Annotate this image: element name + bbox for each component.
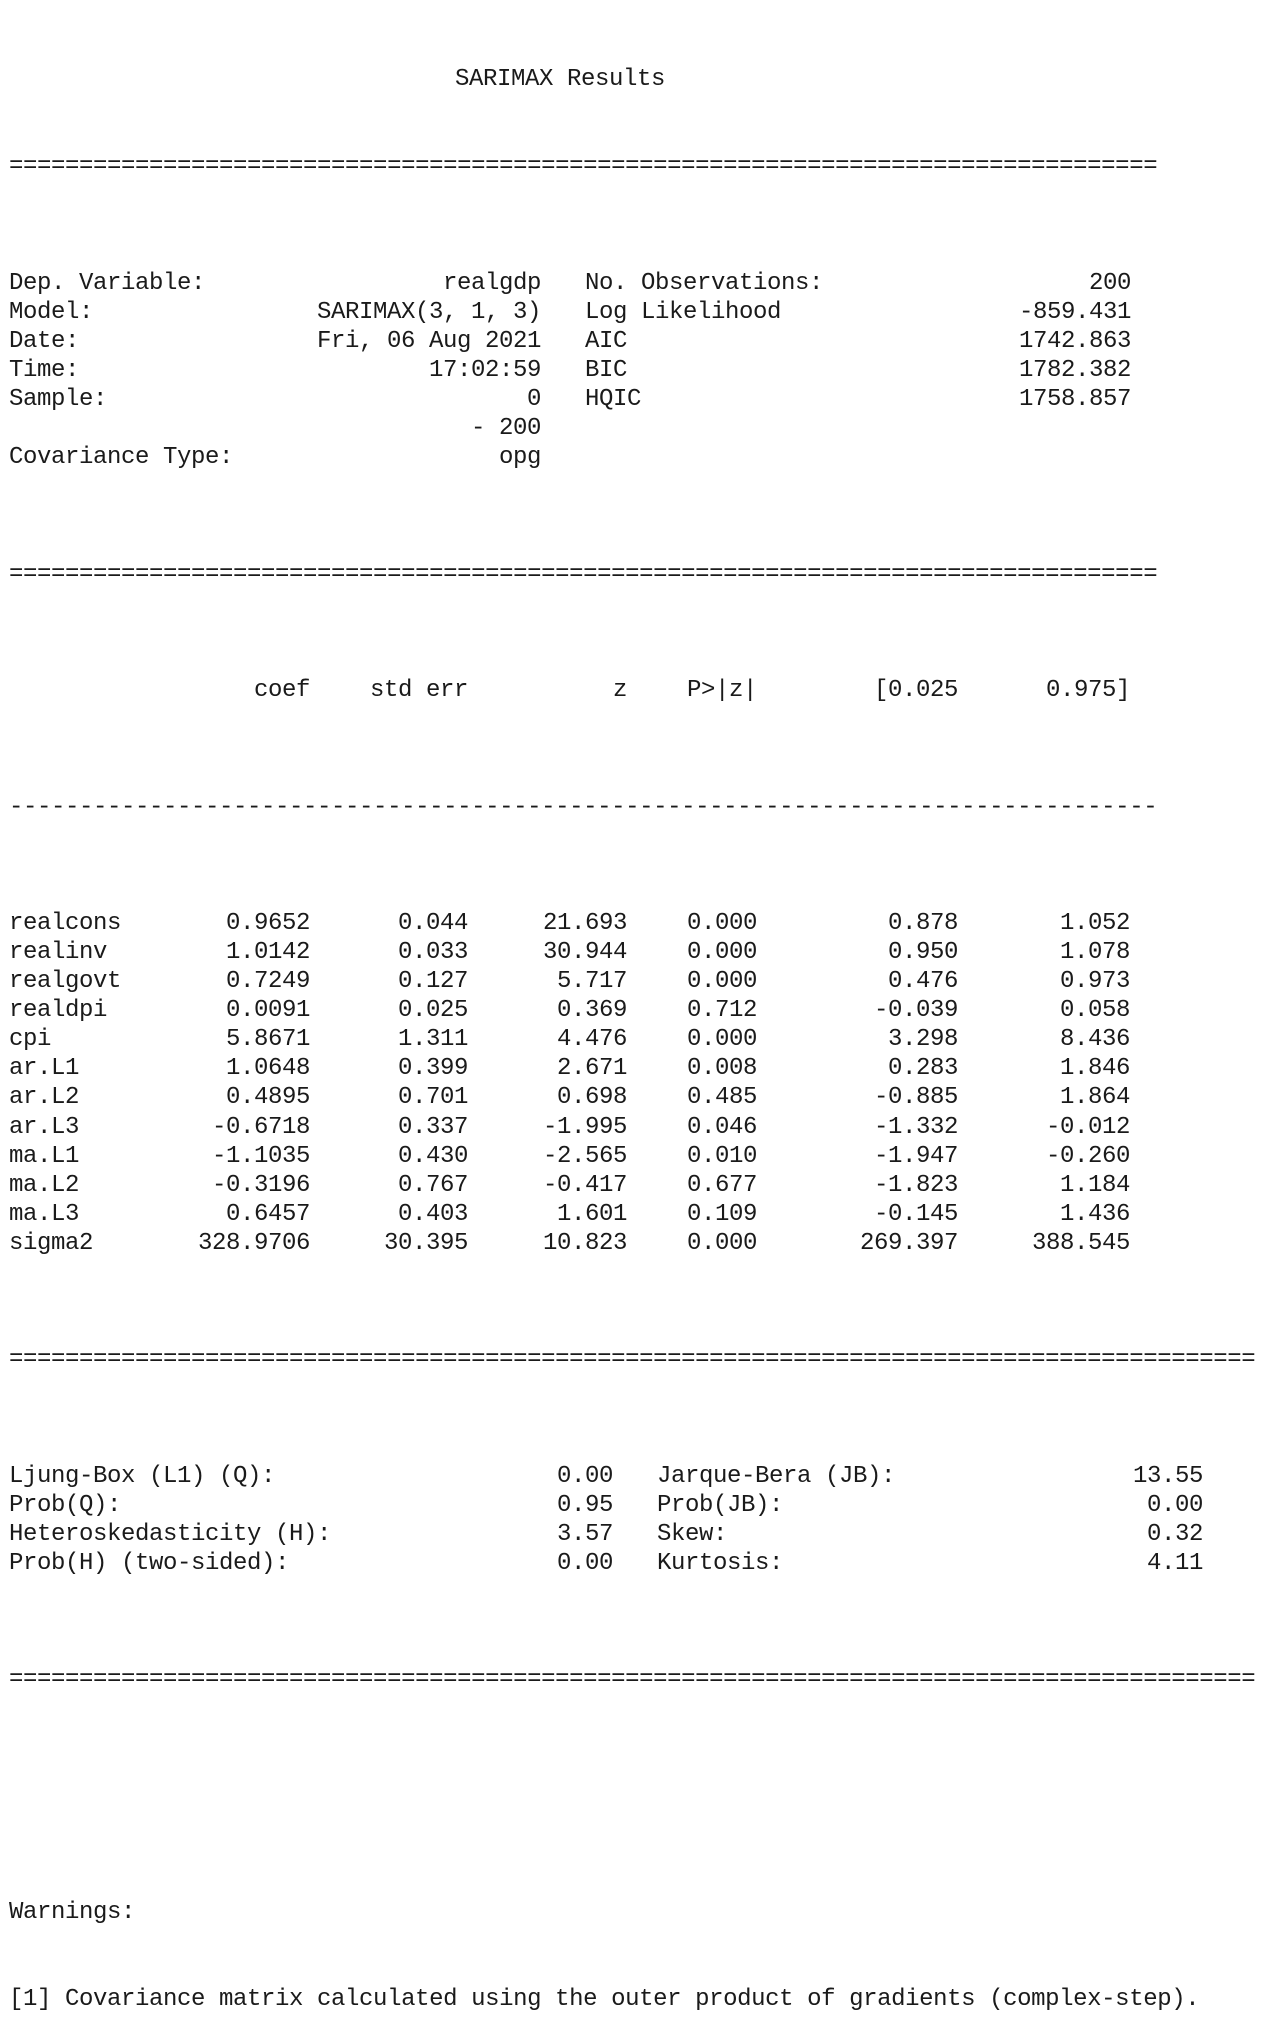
- warnings-list: [9, 1985, 1255, 2014]
- coef-value: -0.3196: [211, 1171, 310, 1199]
- coef-value: -1.995: [542, 1113, 627, 1141]
- coef-value: -0.885: [873, 1084, 958, 1112]
- coef-table-row: [9, 1171, 1255, 1200]
- coef-table-row: [9, 1142, 1255, 1171]
- coef-value: 3.298: [887, 1026, 958, 1054]
- summary-right-value: 1758.857: [1018, 386, 1131, 414]
- report-title: SARIMAX Results: [455, 66, 666, 94]
- coef-value: 0.000: [686, 1229, 757, 1257]
- diagnostics-right-label: Skew:: [657, 1520, 728, 1548]
- coef-value: 0.973: [1059, 968, 1130, 996]
- summary-left-label: Model:: [9, 298, 94, 326]
- coef-value: 10.823: [542, 1229, 627, 1257]
- coef-value: 0.127: [397, 968, 468, 996]
- coef-value: 0.7249: [225, 968, 310, 996]
- coef-value: 0.403: [397, 1200, 468, 1228]
- coef-value: 1.864: [1059, 1084, 1130, 1112]
- summary-left-value: SARIMAX(3, 1, 3): [316, 298, 541, 326]
- coef-table-header: [9, 676, 1255, 705]
- coef-value: 0.399: [397, 1055, 468, 1083]
- coef-table-row: [9, 1200, 1255, 1229]
- coef-value: 21.693: [542, 909, 627, 937]
- summary-right-label: AIC: [585, 328, 628, 356]
- coef-table-row: [9, 967, 1255, 996]
- coef-value: 1.846: [1059, 1055, 1130, 1083]
- rule-dashed: ----------------------------------------------------------------------------------: [9, 793, 1158, 821]
- summary-row: [9, 327, 1255, 356]
- coef-param-name: ar.L2: [9, 1084, 80, 1112]
- coef-param-name: cpi: [9, 1026, 52, 1054]
- summary-row: [9, 298, 1255, 327]
- coef-value: -0.260: [1045, 1142, 1130, 1170]
- coef-value: -1.823: [873, 1171, 958, 1199]
- coef-header-cell: [0.025: [873, 677, 958, 705]
- diagnostics-right-value: 0.00: [1146, 1491, 1203, 1519]
- coef-value: 388.545: [1031, 1229, 1130, 1257]
- rule-double: ==================================================================================: [9, 560, 1158, 588]
- coef-param-name: ar.L3: [9, 1113, 80, 1141]
- coef-header-cell: P>|z|: [686, 677, 757, 705]
- diagnostics-row: [9, 1462, 1255, 1491]
- coef-value: 0.337: [397, 1113, 468, 1141]
- summary-left-label: Covariance Type:: [9, 444, 234, 472]
- coef-value: -1.947: [873, 1142, 958, 1170]
- coef-value: 0.283: [887, 1055, 958, 1083]
- rule-double: =========================================================================================: [9, 1346, 1256, 1374]
- summary-right-value: 1782.382: [1018, 357, 1131, 385]
- summary-left-label: Time:: [9, 357, 80, 385]
- coef-param-name: ma.L3: [9, 1200, 80, 1228]
- coef-param-name: ar.L1: [9, 1055, 80, 1083]
- coef-value: 0.430: [397, 1142, 468, 1170]
- coef-table-row: [9, 1054, 1255, 1083]
- coef-value: 0.000: [686, 968, 757, 996]
- summary-right-value: -859.431: [1018, 298, 1131, 326]
- diagnostics-left-label: Prob(Q):: [9, 1491, 122, 1519]
- coef-value: 0.485: [686, 1084, 757, 1112]
- summary-right-value: 200: [1088, 269, 1131, 297]
- summary-right-label: BIC: [585, 357, 628, 385]
- diagnostics-right-label: Prob(JB):: [657, 1491, 784, 1519]
- diagnostics-row: [9, 1549, 1255, 1578]
- coef-value: 1.052: [1059, 909, 1130, 937]
- summary-left-value: opg: [498, 444, 541, 472]
- coef-value: -0.6718: [211, 1113, 310, 1141]
- coef-value: 0.476: [887, 968, 958, 996]
- coef-value: 0.046: [686, 1113, 757, 1141]
- coef-value: 0.0091: [225, 997, 310, 1025]
- summary-left-label: Dep. Variable:: [9, 269, 206, 297]
- coef-table-row: [9, 909, 1255, 938]
- rule-double: =========================================================================================: [9, 1666, 1256, 1694]
- summary-right-label: No. Observations:: [585, 269, 824, 297]
- coef-param-name: realdpi: [9, 997, 108, 1025]
- coef-value: 0.9652: [225, 909, 310, 937]
- report-title-line: [9, 65, 1255, 94]
- coef-table-row: [9, 1083, 1255, 1112]
- summary-row: [9, 269, 1255, 298]
- coef-param-name: sigma2: [9, 1229, 94, 1257]
- blank-line: [9, 1782, 1255, 1811]
- coef-value: 0.058: [1059, 997, 1130, 1025]
- coef-value: 1.601: [556, 1200, 627, 1228]
- coef-value: 328.9706: [197, 1229, 310, 1257]
- coef-value: 0.000: [686, 1026, 757, 1054]
- coef-table-row: [9, 996, 1255, 1025]
- coef-table-row: [9, 1113, 1255, 1142]
- coef-param-name: ma.L2: [9, 1171, 80, 1199]
- coef-value: 1.436: [1059, 1200, 1130, 1228]
- coef-value: -1.1035: [211, 1142, 310, 1170]
- coef-param-name: realgovt: [9, 968, 122, 996]
- coef-value: -0.417: [542, 1171, 627, 1199]
- coef-value: 0.698: [556, 1084, 627, 1112]
- coef-header-cell: std err: [369, 677, 468, 705]
- coef-value: 0.6457: [225, 1200, 310, 1228]
- coef-value: 30.395: [383, 1229, 468, 1257]
- summary-left-value: 17:02:59: [428, 357, 541, 385]
- summary-left-value: realgdp: [442, 269, 541, 297]
- diagnostics-right-label: Kurtosis:: [657, 1549, 784, 1577]
- diagnostics-left-value: 3.57: [556, 1520, 613, 1548]
- coef-value: 0.677: [686, 1171, 757, 1199]
- coef-value: 0.000: [686, 909, 757, 937]
- rule-double: ==================================================================================: [9, 153, 1158, 181]
- summary-row: [9, 414, 1255, 443]
- coef-header-cell: coef: [253, 677, 310, 705]
- coef-value: -0.039: [873, 997, 958, 1025]
- coef-table-body: [9, 909, 1255, 1258]
- coef-param-name: ma.L1: [9, 1142, 80, 1170]
- coef-value: 0.950: [887, 939, 958, 966]
- coef-value: 0.4895: [225, 1084, 310, 1112]
- coef-value: 0.033: [397, 939, 468, 966]
- coef-header-cell: z: [612, 677, 627, 705]
- coef-value: 5.717: [556, 968, 627, 996]
- coef-table-row: [9, 1229, 1255, 1258]
- summary-row: [9, 443, 1255, 472]
- coef-value: -2.565: [542, 1142, 627, 1170]
- summary-right-label: HQIC: [585, 386, 642, 414]
- coef-value: 0.369: [556, 997, 627, 1025]
- coef-value: 269.397: [859, 1229, 958, 1257]
- diagnostics-left-label: Prob(H) (two-sided):: [9, 1549, 290, 1577]
- coef-value: 1.078: [1059, 939, 1130, 966]
- warnings-heading: Warnings:: [9, 1899, 136, 1927]
- coef-value: -0.012: [1045, 1113, 1130, 1141]
- coef-value: 1.184: [1059, 1171, 1130, 1199]
- coef-value: 0.109: [686, 1200, 757, 1228]
- coef-param-name: realcons: [9, 909, 122, 937]
- diagnostics-left-value: 0.95: [556, 1491, 613, 1519]
- coef-table-row: [9, 938, 1255, 967]
- coef-value: 0.701: [397, 1084, 468, 1112]
- diagnostics-left-value: 0.00: [556, 1549, 613, 1577]
- coef-value: 1.0648: [225, 1055, 310, 1083]
- coef-value: -0.145: [873, 1200, 958, 1228]
- coef-value: 0.025: [397, 997, 468, 1025]
- summary-left-value: - 200: [470, 415, 541, 443]
- model-summary-section: [9, 269, 1255, 473]
- summary-right-label: Log Likelihood: [585, 298, 782, 326]
- coef-table-row: [9, 1025, 1255, 1054]
- coef-value: 0.000: [686, 939, 757, 966]
- summary-right-value: 1742.863: [1018, 328, 1131, 356]
- coef-value: 0.878: [887, 909, 958, 937]
- coef-value: 0.712: [686, 997, 757, 1025]
- coef-value: -1.332: [873, 1113, 958, 1141]
- coef-value: 2.671: [556, 1055, 627, 1083]
- diagnostics-row: [9, 1520, 1255, 1549]
- coef-value: 0.767: [397, 1171, 468, 1199]
- diagnostics-right-label: Jarque-Bera (JB):: [657, 1462, 896, 1490]
- diagnostics-right-value: 4.11: [1146, 1549, 1203, 1577]
- diagnostics-left-label: Ljung-Box (L1) (Q):: [9, 1462, 276, 1490]
- diagnostics-right-value: 13.55: [1132, 1462, 1203, 1490]
- sarimax-results-report: [9, 7, 1255, 2044]
- coef-value: 0.044: [397, 909, 468, 937]
- coef-param-name: realinv: [9, 939, 108, 966]
- summary-left-label: Sample:: [9, 386, 108, 414]
- warning-item: [1] Covariance matrix calculated using the outer product of gradients (complex-step).: [9, 1986, 1200, 2014]
- diagnostics-right-value: 0.32: [1146, 1520, 1203, 1548]
- coef-value: 1.0142: [225, 939, 310, 966]
- diagnostics-left-label: Heteroskedasticity (H):: [9, 1520, 332, 1548]
- summary-row: [9, 385, 1255, 414]
- coef-value: 0.010: [686, 1142, 757, 1170]
- summary-left-value: Fri, 06 Aug 2021: [316, 328, 541, 356]
- summary-left-label: Date:: [9, 328, 80, 356]
- coef-value: 4.476: [556, 1026, 627, 1054]
- coef-value: 0.008: [686, 1055, 757, 1083]
- coef-value: 30.944: [542, 939, 627, 966]
- diagnostics-left-value: 0.00: [556, 1462, 613, 1490]
- coef-header-cell: 0.975]: [1045, 677, 1130, 705]
- summary-left-value: 0: [526, 386, 541, 414]
- diagnostics-row: [9, 1491, 1255, 1520]
- summary-row: [9, 356, 1255, 385]
- coef-value: 8.436: [1059, 1026, 1130, 1054]
- coef-value: 5.8671: [225, 1026, 310, 1054]
- diagnostics-section: [9, 1462, 1255, 1578]
- coef-value: 1.311: [397, 1026, 468, 1054]
